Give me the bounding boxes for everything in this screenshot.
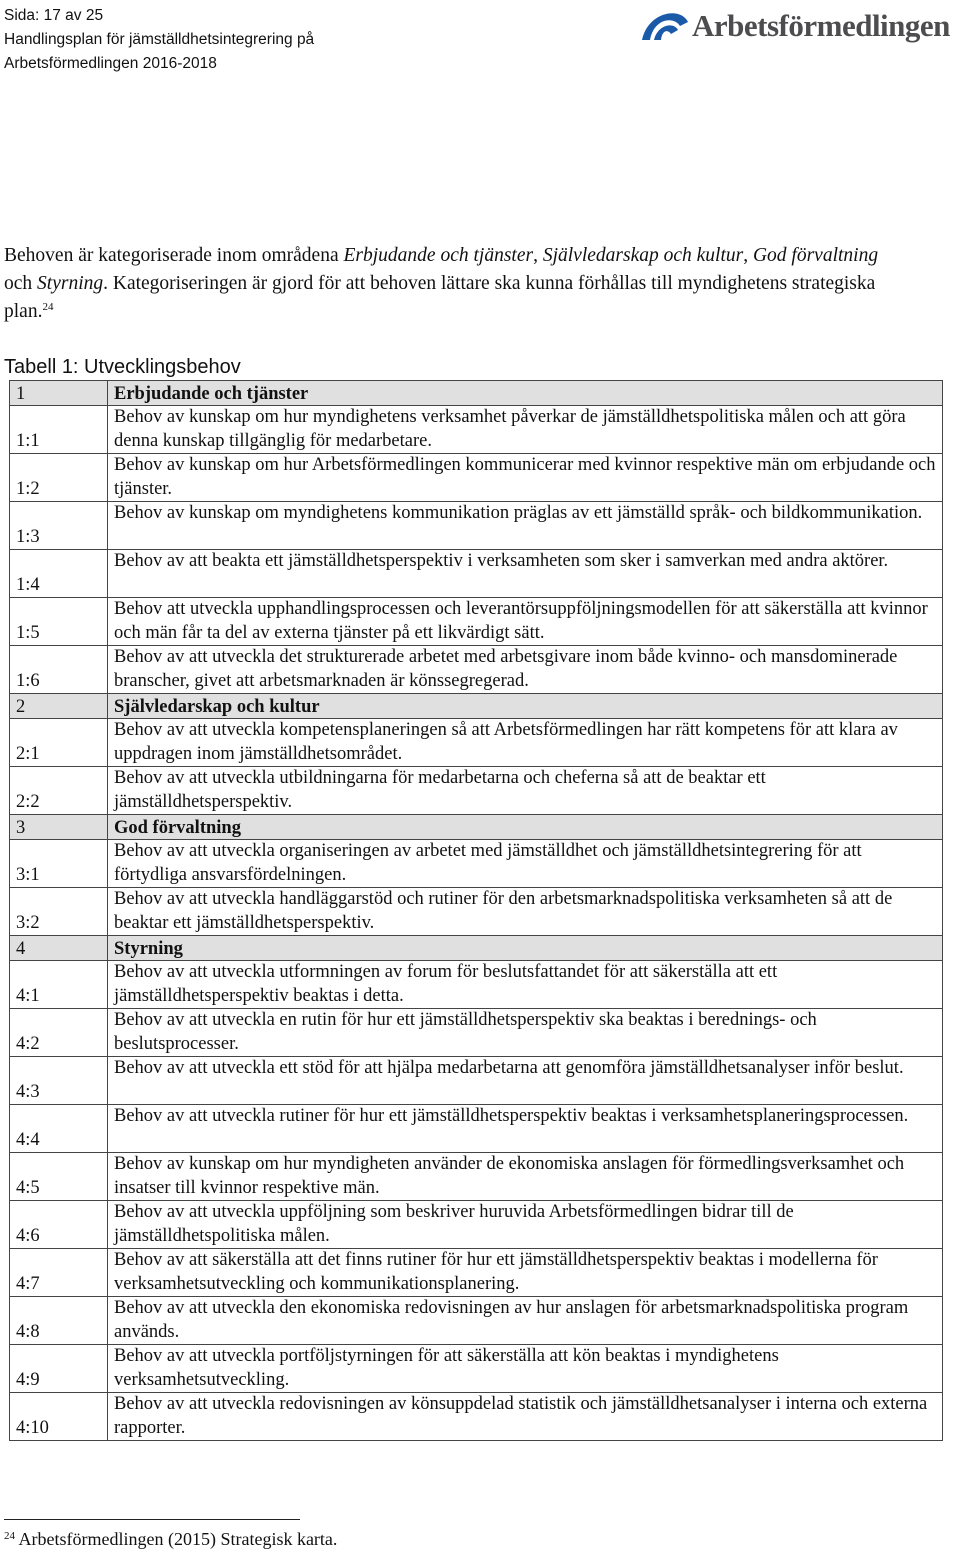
need-description: Behov av att utveckla utbildningarna för medarbetarna och cheferna så att de beaktar ett jämställdhetsperspektiv. [108,767,943,815]
footnote [4,1527,337,1551]
page-number: Sida: 17 av 25 [4,7,104,24]
need-description: Behov av kunskap om hur myndighetens verksamhet påverkar de jämställdhetspolitiska målen och att göra denna kunskap tillgänglig för medarbetare. [108,406,943,454]
need-description: Behov av att utveckla kompetensplaneringen så att Arbetsförmedlingen har rätt kompetens för att klara av uppdragen inom jämställdhetsområdet. [108,719,943,767]
category-name: Självledarskap och kultur [108,694,943,719]
table-row [10,1297,943,1345]
intro-emphasis: Självledarskap och kultur [542,245,744,266]
need-number: 4:7 [10,1249,108,1297]
category-number: 2 [10,694,108,719]
table-row [10,1393,943,1441]
footnote-reference[interactable]: 24 [42,301,54,313]
table-row [10,719,943,767]
need-number: 1:6 [10,646,108,694]
need-description: Behov av att säkerställa att det finns rutiner för hur ett jämställdhetsperspektiv beaktas i modellerna för verksamhetsutveckling och kommunikationsplanering. [108,1249,943,1297]
intro-emphasis: God förvaltning [752,245,879,266]
table-row [10,646,943,694]
table-row [10,502,943,550]
table-title: Tabell 1: Utvecklingsbehov [4,356,241,378]
table-row [10,406,943,454]
document-title-line-1: Handlingsplan för jämställdhetsintegrering på [4,31,315,48]
footnote-text: Arbetsförmedlingen (2015) Strategisk karta. [15,1529,338,1549]
intro-text: , [533,245,543,266]
category-name: Styrning [108,936,943,961]
category-row [10,381,943,406]
table-row [10,1153,943,1201]
need-number: 4:10 [10,1393,108,1441]
table-row [10,1345,943,1393]
table-row [10,767,943,815]
table-row [10,1201,943,1249]
need-description: Behov av att utveckla ett stöd för att hjälpa medarbetarna att genomföra jämställdhetsanalyser inför beslut. [108,1057,943,1105]
table-row [10,454,943,502]
logo-wordmark: Arbetsförmedlingen [692,8,950,43]
need-number: 4:9 [10,1345,108,1393]
need-description: Behov av kunskap om myndighetens kommunikation präglas av ett jämställd språk- och bildkommunikation. [108,502,943,550]
footnote-number: 24 [4,1530,15,1542]
intro-text: och [4,273,38,294]
need-number: 4:8 [10,1297,108,1345]
need-description: Behov av kunskap om hur Arbetsförmedlingen kommunicerar med kvinnor respektive män om erbjudande och tjänster. [108,454,943,502]
need-description: Behov av att utveckla rutiner för hur ett jämställdhetsperspektiv beaktas i verksamhetsplaneringsprocessen. [108,1105,943,1153]
intro-text: Behoven är kategoriserade inom områdena [4,245,344,266]
table-row [10,598,943,646]
intro-paragraph [4,242,904,326]
category-row [10,815,943,840]
need-number: 1:2 [10,454,108,502]
need-description: Behov av att utveckla det strukturerade arbetet med arbetsgivare inom både kvinno- och mansdominerade branscher, givet att arbetsmarknaden är könssegregerad. [108,646,943,694]
need-number: 2:1 [10,719,108,767]
intro-emphasis: Erbjudande och tjänster [343,245,534,266]
category-row [10,936,943,961]
need-description: Behov att utveckla upphandlingsprocessen och leverantörsuppföljningsmodellen för att säkerställa att kvinnor och män får ta del av externa tjänster på ett likvärdigt sätt. [108,598,943,646]
table-row [10,961,943,1009]
category-number: 3 [10,815,108,840]
need-number: 4:6 [10,1201,108,1249]
need-number: 3:1 [10,840,108,888]
table-row [10,840,943,888]
need-number: 4:5 [10,1153,108,1201]
need-number: 4:4 [10,1105,108,1153]
need-description: Behov av att utveckla redovisningen av könsuppdelad statistik och jämställdhetsanalyser i interna och externa rapporter. [108,1393,943,1441]
table-row [10,550,943,598]
need-number: 4:1 [10,961,108,1009]
category-number: 4 [10,936,108,961]
page-header [4,4,404,76]
table-row [10,1249,943,1297]
document-title-line-2: Arbetsförmedlingen 2016-2018 [4,55,217,72]
logo-mark-icon [640,8,690,44]
need-description: Behov av att utveckla en rutin för hur ett jämställdhetsperspektiv ska beaktas i berednings- och beslutsprocesser. [108,1009,943,1057]
intro-text: . Kategoriseringen är gjord för att behoven lättare ska kunna förhållas till myndighetens strategiska plan. [4,273,876,322]
need-number: 4:2 [10,1009,108,1057]
need-number: 3:2 [10,888,108,936]
table-row [10,1105,943,1153]
category-name: Erbjudande och tjänster [108,381,943,406]
arbetsformedlingen-logo [640,4,958,48]
intro-text: , [743,245,753,266]
need-description: Behov av att beakta ett jämställdhetsperspektiv i verksamheten som sker i samverkan med andra aktörer. [108,550,943,598]
need-number: 1:4 [10,550,108,598]
need-number: 1:5 [10,598,108,646]
need-number: 1:3 [10,502,108,550]
need-description: Behov av att utveckla den ekonomiska redovisningen av hur anslagen för arbetsmarknadspolitiska program används. [108,1297,943,1345]
need-description: Behov av att utveckla uppföljning som beskriver huruvida Arbetsförmedlingen bidrar till de jämställdhetspolitiska målen. [108,1201,943,1249]
need-number: 1:1 [10,406,108,454]
need-number: 2:2 [10,767,108,815]
need-description: Behov av att utveckla utformningen av forum för beslutsfattandet för att säkerställa att ett jämställdhetsperspektiv beaktas i detta. [108,961,943,1009]
table-body [10,381,943,1441]
need-number: 4:3 [10,1057,108,1105]
development-needs-table [9,380,943,1441]
need-description: Behov av att utveckla handläggarstöd och rutiner för den arbetsmarknadspolitiska verksamheten så att de beaktar ett jämställdhetsperspektiv. [108,888,943,936]
table-row [10,888,943,936]
intro-emphasis: Styrning [37,273,104,294]
need-description: Behov av att utveckla portföljstyrningen för att säkerställa att kön beaktas i myndighetens verksamhetsutveckling. [108,1345,943,1393]
category-number: 1 [10,381,108,406]
footnote-divider [4,1519,300,1520]
category-name: God förvaltning [108,815,943,840]
category-row [10,694,943,719]
table-row [10,1009,943,1057]
table-row [10,1057,943,1105]
need-description: Behov av kunskap om hur myndigheten använder de ekonomiska anslagen för förmedlingsverksamhet och insatser till kvinnor respektive män. [108,1153,943,1201]
need-description: Behov av att utveckla organiseringen av arbetet med jämställdhet och jämställdhetsintegrering för att förtydliga ansvarsfördelningen. [108,840,943,888]
